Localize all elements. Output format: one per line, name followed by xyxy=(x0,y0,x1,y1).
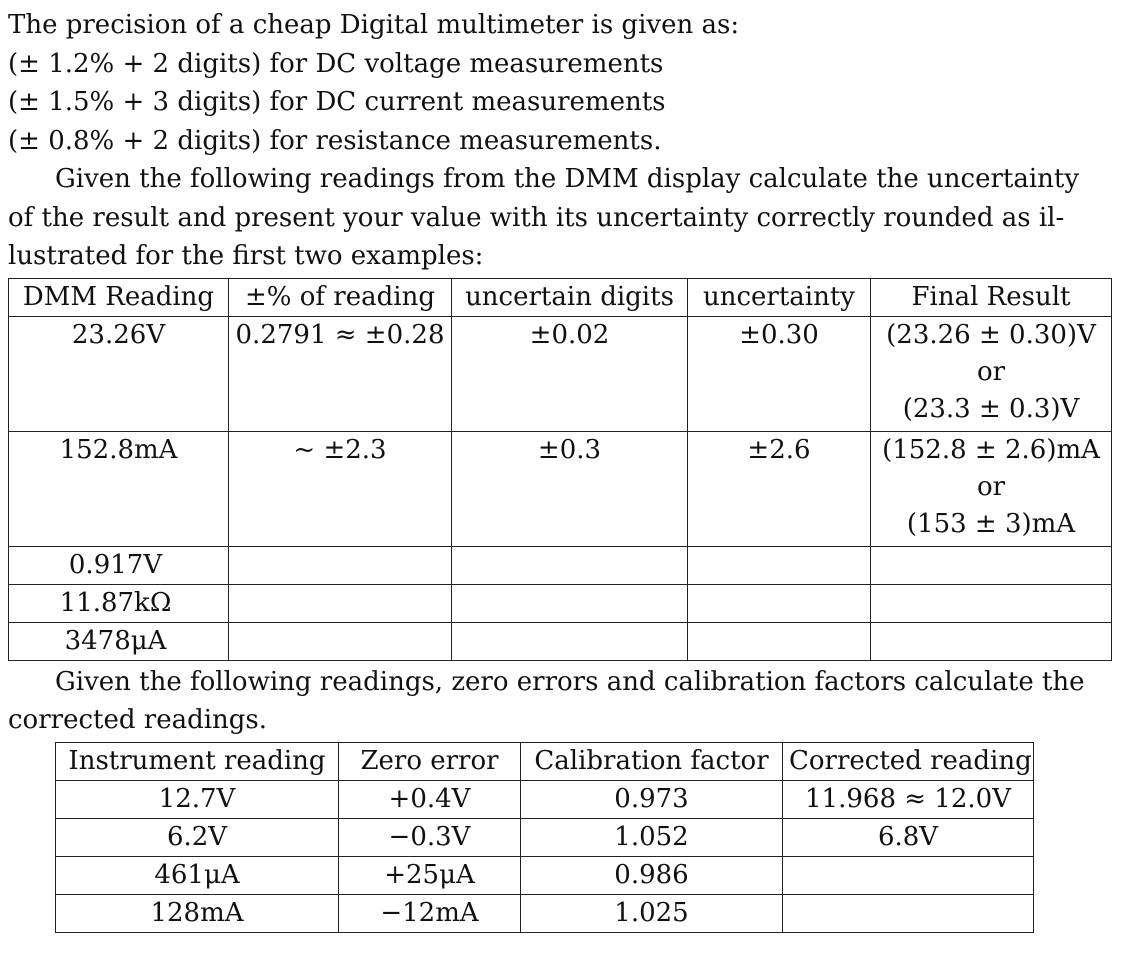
final-result-cell xyxy=(871,546,1112,584)
instrument-reading-cell: 6.2V xyxy=(56,818,339,856)
table-header-row xyxy=(9,278,1112,316)
final-result-cell xyxy=(871,622,1112,660)
final-result-or: or xyxy=(976,356,1006,387)
calibration-instructions-line-2: corrected readings. xyxy=(8,705,268,735)
final-result-cell xyxy=(871,316,1112,431)
reading-cell: 3478μA xyxy=(9,622,229,660)
instrument-reading-cell: 128mA xyxy=(56,894,339,932)
percent-cell xyxy=(229,546,452,584)
digits-cell xyxy=(452,584,688,622)
header-zero-error: Zero error xyxy=(339,742,521,780)
table-row xyxy=(9,431,1112,546)
final-result-or: or xyxy=(976,471,1006,502)
percent-cell xyxy=(229,584,452,622)
header-percent-of-reading: ±% of reading xyxy=(229,278,452,316)
final-result-rounded: (23.3 ± 0.3)V xyxy=(902,393,1080,424)
zero-error-cell: +25μA xyxy=(339,856,521,894)
final-result-cell xyxy=(871,431,1112,546)
percent-cell: ~ ±2.3 xyxy=(229,431,452,546)
calibration-factor-cell: 1.052 xyxy=(521,818,783,856)
zero-error-cell: +0.4V xyxy=(339,780,521,818)
calibration-factor-cell: 0.973 xyxy=(521,780,783,818)
corrected-reading-cell xyxy=(783,894,1034,932)
table-row xyxy=(9,546,1112,584)
instructions-line-3: lustrated for the first two examples: xyxy=(8,241,484,271)
percent-cell: 0.2791 ≈ ±0.28 xyxy=(229,316,452,431)
digits-cell: ±0.3 xyxy=(452,431,688,546)
reading-cell: 11.87kΩ xyxy=(9,584,229,622)
digits-cell xyxy=(452,546,688,584)
header-calibration-factor: Calibration factor xyxy=(521,742,783,780)
table-row xyxy=(9,316,1112,431)
instrument-reading-cell: 461μA xyxy=(56,856,339,894)
uncertainty-cell: ±0.30 xyxy=(688,316,871,431)
header-uncertainty: uncertainty xyxy=(688,278,871,316)
header-uncertain-digits: uncertain digits xyxy=(452,278,688,316)
final-result-rounded: (153 ± 3)mA xyxy=(906,508,1076,539)
corrected-reading-cell: 11.968 ≈ 12.0V xyxy=(783,780,1034,818)
zero-error-cell: −12mA xyxy=(339,894,521,932)
calibration-instructions-line-1: Given the following readings, zero errors and calibration factors calculate the xyxy=(55,666,1085,697)
table-row xyxy=(56,894,1034,932)
reading-cell: 152.8mA xyxy=(9,431,229,546)
header-final-result: Final Result xyxy=(871,278,1112,316)
zero-error-cell: −0.3V xyxy=(339,818,521,856)
uncertainty-cell: ±2.6 xyxy=(688,431,871,546)
table-row xyxy=(56,780,1034,818)
intro-line-3: (± 1.5% + 3 digits) for DC current measurements xyxy=(8,87,666,117)
table-row xyxy=(56,856,1034,894)
dmm-uncertainty-table xyxy=(8,278,1112,661)
calibration-factor-cell: 0.986 xyxy=(521,856,783,894)
table-row xyxy=(9,622,1112,660)
corrected-reading-cell: 6.8V xyxy=(783,818,1034,856)
instructions-line-1: Given the following readings from the DMM display calculate the uncertainty xyxy=(55,164,1080,194)
final-result-cell xyxy=(871,584,1112,622)
instrument-reading-cell: 12.7V xyxy=(56,780,339,818)
document-page xyxy=(8,6,1138,933)
reading-cell: 23.26V xyxy=(9,316,229,431)
instructions-line-2: of the result and present your value with its uncertainty correctly rounded as il- xyxy=(8,202,1065,233)
table-header-row xyxy=(56,742,1034,780)
intro-line-4: (± 0.8% + 2 digits) for resistance measurements. xyxy=(8,125,662,156)
intro-line-1: The precision of a cheap Digital multimeter is given as: xyxy=(8,10,740,40)
calibration-factor-cell: 1.025 xyxy=(521,894,783,932)
percent-cell xyxy=(229,622,452,660)
digits-cell xyxy=(452,622,688,660)
digits-cell: ±0.02 xyxy=(452,316,688,431)
table-row xyxy=(56,818,1034,856)
uncertainty-cell xyxy=(688,584,871,622)
uncertainty-cell xyxy=(688,546,871,584)
header-instrument-reading: Instrument reading xyxy=(56,742,339,780)
intro-line-2: (± 1.2% + 2 digits) for DC voltage measurements xyxy=(8,48,664,79)
table-row xyxy=(9,584,1112,622)
uncertainty-cell xyxy=(688,622,871,660)
final-result-full: (152.8 ± 2.6)mA xyxy=(882,434,1100,465)
calibration-table xyxy=(55,742,1034,933)
corrected-reading-cell xyxy=(783,856,1034,894)
reading-cell: 0.917V xyxy=(9,546,229,584)
final-result-full: (23.26 ± 0.30)V xyxy=(886,319,1096,350)
header-corrected-reading: Corrected reading xyxy=(783,742,1034,780)
header-dmm-reading: DMM Reading xyxy=(9,278,229,316)
